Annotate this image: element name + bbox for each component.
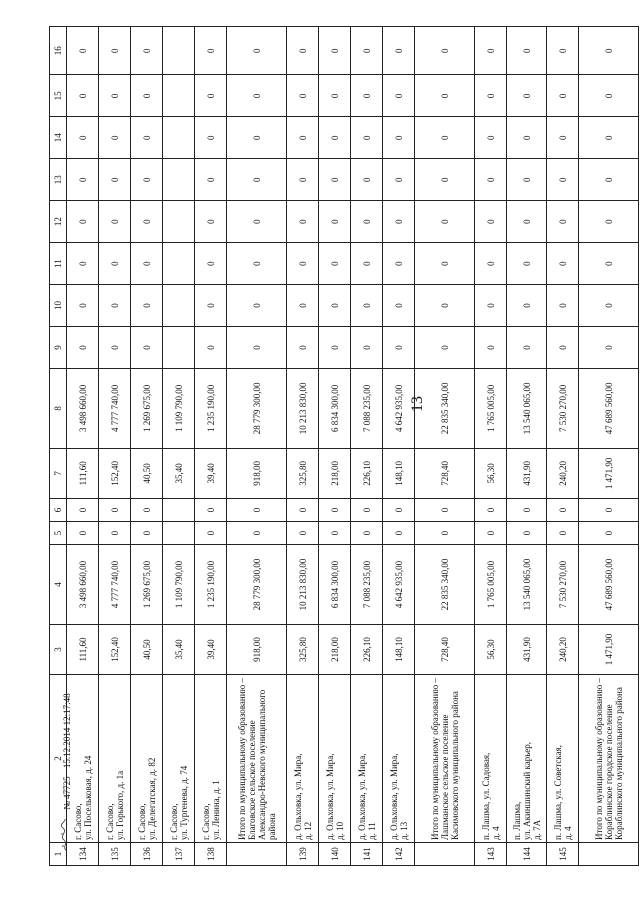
table-cell-col-11: 0	[383, 243, 415, 285]
table-cell-col-12: 0	[131, 201, 163, 243]
table-cell-col-12: 0	[351, 201, 383, 243]
footer-registration	[60, 632, 74, 852]
table-container	[49, 26, 624, 866]
table-cell-col-2: д. Ольховка, ул. Мира, д. 12	[287, 675, 319, 843]
table-cell-col-3: 918,00	[227, 624, 287, 674]
table-cell-col-6: 0	[415, 498, 475, 521]
table-cell-col-5: 0	[67, 522, 99, 545]
table-cell-col-1: 141	[351, 842, 383, 865]
table-cell-col-1: 137	[163, 842, 195, 865]
table-cell-col-2: Итого по муниципальному образованию – Кораблинское городское поселение Кораблинского муниципального района	[579, 675, 639, 843]
table-cell-col-2: Итого по муниципальному образованию – Лашманское сельское поселение Касимовского муниципального района	[415, 675, 475, 843]
table-cell-col-5: 0	[99, 522, 131, 545]
table-cell-col-2: д. Ольховка, ул. Мира, д. 10	[319, 675, 351, 843]
table-cell-col-13: 0	[131, 159, 163, 201]
doc-number: № 47725	[62, 776, 72, 810]
table-cell-col-8: 4 642 935,00	[383, 368, 415, 448]
table-cell-col-8: 1 235 190,00	[195, 368, 227, 448]
table-cell-col-16: 0	[547, 27, 579, 75]
table-cell-col-15: 0	[475, 75, 507, 117]
table-cell-col-1: 138	[195, 842, 227, 865]
table-cell-col-15: 0	[195, 75, 227, 117]
table-cell-col-12: 0	[227, 201, 287, 243]
table-cell-col-4: 28 779 300,00	[227, 545, 287, 625]
table-cell-col-13: 0	[99, 159, 131, 201]
table-cell-col-15: 0	[383, 75, 415, 117]
table-cell-col-10: 0	[227, 285, 287, 327]
table-cell-col-13: 0	[319, 159, 351, 201]
table-cell-col-11: 0	[579, 243, 639, 285]
table-cell-col-15: 0	[319, 75, 351, 117]
table-cell-col-5: 0	[475, 522, 507, 545]
table-row	[547, 27, 579, 866]
page-number: 13	[409, 396, 426, 412]
table-cell-col-4: 7 088 235,00	[351, 545, 383, 625]
table-cell-col-10	[163, 285, 195, 327]
table-cell-col-12: 0	[579, 201, 639, 243]
table-cell-col-13: 0	[383, 159, 415, 201]
table-cell-col-6: 0	[287, 498, 319, 521]
table-row	[319, 27, 351, 866]
table-cell-col-2: п. Лашма, ул. Советская, д. 4	[547, 675, 579, 843]
table-cell-col-15: 0	[99, 75, 131, 117]
table-cell-col-7: 40,50	[131, 448, 163, 498]
table-cell-col-2: п. Лашма, ул. Акиншинский карьер, д. 7А	[507, 675, 547, 843]
table-cell-col-5: 0	[415, 522, 475, 545]
table-cell-col-8: 22 835 340,00	[415, 368, 475, 448]
table-cell-col-10: 0	[319, 285, 351, 327]
table-cell-col-8: 7 088 235,00	[351, 368, 383, 448]
table-cell-col-14: 0	[131, 117, 163, 159]
column-header: 12	[50, 201, 67, 243]
table-cell-col-10: 0	[99, 285, 131, 327]
subtotal-row	[415, 27, 475, 866]
table-cell-col-10: 0	[415, 285, 475, 327]
table-cell-col-4: 4 777 740,00	[99, 545, 131, 625]
table-cell-col-14: 0	[507, 117, 547, 159]
table-cell-col-1: 139	[287, 842, 319, 865]
table-cell-col-11: 0	[475, 243, 507, 285]
table-cell-col-2: Итого по муниципальному образованию – Благовское сельское поселение Александро-Невского муниципального района	[227, 675, 287, 843]
table-cell-col-11: 0	[415, 243, 475, 285]
table-cell-col-11: 0	[351, 243, 383, 285]
table-cell-col-11: 0	[67, 243, 99, 285]
table-cell-col-4: 10 213 830,00	[287, 545, 319, 625]
table-cell-col-10: 0	[287, 285, 319, 327]
table-cell-col-13: 0	[227, 159, 287, 201]
table-cell-col-6: 0	[475, 498, 507, 521]
table-cell-col-5: 0	[319, 522, 351, 545]
table-row	[287, 27, 319, 866]
table-cell-col-6: 0	[383, 498, 415, 521]
table-cell-col-7: 728,40	[415, 448, 475, 498]
table-cell-col-15: 0	[287, 75, 319, 117]
column-header: 9	[50, 327, 67, 369]
table-cell-col-14: 0	[227, 117, 287, 159]
table-cell-col-3: 728,40	[415, 624, 475, 674]
table-cell-col-14: 0	[99, 117, 131, 159]
table-cell-col-7: 152,40	[99, 448, 131, 498]
table-cell-col-3: 226,10	[351, 624, 383, 674]
table-cell-col-4: 4 642 935,00	[383, 545, 415, 625]
table-cell-col-7: 240,20	[547, 448, 579, 498]
table-cell-col-15: 0	[507, 75, 547, 117]
subtotal-row	[227, 27, 287, 866]
table-cell-col-8: 10 213 830,00	[287, 368, 319, 448]
table-cell-col-16: 0	[99, 27, 131, 75]
table-cell-col-11: 0	[319, 243, 351, 285]
table-cell-col-3: 152,40	[99, 624, 131, 674]
table-cell-col-9: 0	[287, 327, 319, 369]
table-cell-col-12	[163, 201, 195, 243]
table-cell-col-7: 918,00	[227, 448, 287, 498]
table-cell-col-10: 0	[383, 285, 415, 327]
table-cell-col-7: 148,10	[383, 448, 415, 498]
table-cell-col-9: 0	[131, 327, 163, 369]
table-cell-col-1	[227, 842, 287, 865]
table-row	[131, 27, 163, 866]
table-cell-col-10: 0	[67, 285, 99, 327]
table-cell-col-6: 0	[351, 498, 383, 521]
table-cell-col-7: 226,10	[351, 448, 383, 498]
table-cell-col-16: 0	[507, 27, 547, 75]
table-cell-col-11: 0	[195, 243, 227, 285]
subtotal-row	[579, 27, 639, 866]
table-cell-col-7: 111,60	[67, 448, 99, 498]
table-cell-col-7: 56,30	[475, 448, 507, 498]
table-cell-col-9: 0	[383, 327, 415, 369]
table-cell-col-14: 0	[415, 117, 475, 159]
table-cell-col-15: 0	[547, 75, 579, 117]
table-cell-col-14: 0	[351, 117, 383, 159]
table-cell-col-16: 0	[227, 27, 287, 75]
table-cell-col-9: 0	[507, 327, 547, 369]
table-cell-col-12: 0	[99, 201, 131, 243]
table-cell-col-12: 0	[319, 201, 351, 243]
table-cell-col-7: 1 471,90	[579, 448, 639, 498]
table-cell-col-2: г. Сасово, ул. Делегатская, д. 82	[131, 675, 163, 843]
column-header: 7	[50, 448, 67, 498]
table-cell-col-5: 0	[579, 522, 639, 545]
table-cell-col-16: 0	[131, 27, 163, 75]
table-cell-col-8: 3 498 660,00	[67, 368, 99, 448]
table-cell-col-13: 0	[547, 159, 579, 201]
table-cell-col-16: 0	[579, 27, 639, 75]
table-cell-col-9: 0	[547, 327, 579, 369]
table-cell-col-6	[163, 498, 195, 521]
table-cell-col-9: 0	[579, 327, 639, 369]
table-cell-col-1: 145	[547, 842, 579, 865]
table-cell-col-4: 7 530 270,00	[547, 545, 579, 625]
table-cell-col-9: 0	[475, 327, 507, 369]
table-cell-col-14: 0	[319, 117, 351, 159]
table-cell-col-2: п. Лашма, ул. Садовая, д. 4	[475, 675, 507, 843]
timestamp: 15.12.2014 12:17:48	[62, 693, 72, 769]
table-cell-col-2: г. Сасово, ул. Посельковая, д. 24	[67, 675, 99, 843]
table-cell-col-3: 39,40	[195, 624, 227, 674]
table-row	[163, 27, 195, 866]
table-cell-col-1: 134	[67, 842, 99, 865]
column-header: 1	[50, 842, 67, 865]
table-cell-col-11: 0	[507, 243, 547, 285]
table-cell-col-10: 0	[195, 285, 227, 327]
table-cell-col-9: 0	[227, 327, 287, 369]
table-cell-col-15: 0	[131, 75, 163, 117]
table-cell-col-8: 47 689 560,00	[579, 368, 639, 448]
table-cell-col-14: 0	[67, 117, 99, 159]
table-cell-col-14: 0	[547, 117, 579, 159]
table-cell-col-4: 1 109 790,00	[163, 545, 195, 625]
table-cell-col-7: 35,40	[163, 448, 195, 498]
table-cell-col-16: 0	[67, 27, 99, 75]
table-cell-col-11: 0	[131, 243, 163, 285]
table-cell-col-12: 0	[287, 201, 319, 243]
table-cell-col-6: 0	[507, 498, 547, 521]
table-cell-col-3: 1 471,90	[579, 624, 639, 674]
table-cell-col-3: 40,50	[131, 624, 163, 674]
table-cell-col-8: 13 540 065,00	[507, 368, 547, 448]
table-cell-col-13: 0	[415, 159, 475, 201]
table-cell-col-14: 0	[195, 117, 227, 159]
table-cell-col-5: 0	[131, 522, 163, 545]
table-cell-col-4: 13 540 065,00	[507, 545, 547, 625]
table-cell-col-15	[163, 75, 195, 117]
column-header: 6	[50, 498, 67, 521]
table-cell-col-10: 0	[547, 285, 579, 327]
table-cell-col-6: 0	[195, 498, 227, 521]
table-cell-col-6: 0	[579, 498, 639, 521]
table-cell-col-9: 0	[415, 327, 475, 369]
table-cell-col-3: 111,60	[67, 624, 99, 674]
table-cell-col-5: 0	[227, 522, 287, 545]
table-cell-col-6: 0	[227, 498, 287, 521]
table-cell-col-1: 135	[99, 842, 131, 865]
table-cell-col-2: г. Сасово, ул. Горького, д. 1а	[99, 675, 131, 843]
table-cell-col-6: 0	[547, 498, 579, 521]
table-cell-col-2: г. Сасово, ул. Ленина, д. 1	[195, 675, 227, 843]
table-cell-col-5	[163, 522, 195, 545]
column-header: 15	[50, 75, 67, 117]
table-cell-col-9: 0	[351, 327, 383, 369]
table-row	[475, 27, 507, 866]
table-cell-col-8: 1 109 790,00	[163, 368, 195, 448]
table-cell-col-4: 6 834 300,00	[319, 545, 351, 625]
table-cell-col-7: 431,90	[507, 448, 547, 498]
column-header: 11	[50, 243, 67, 285]
table-cell-col-13: 0	[195, 159, 227, 201]
column-header: 2	[50, 675, 67, 843]
stamp-signature-icon	[62, 816, 72, 852]
table-cell-col-9	[163, 327, 195, 369]
table-cell-col-5: 0	[383, 522, 415, 545]
table-cell-col-14: 0	[475, 117, 507, 159]
table-cell-col-3: 240,20	[547, 624, 579, 674]
table-cell-col-1: 136	[131, 842, 163, 865]
table-cell-col-2: д. Ольховка, ул. Мира, д. 13	[383, 675, 415, 843]
table-cell-col-1: 142	[383, 842, 415, 865]
table-cell-col-12: 0	[195, 201, 227, 243]
column-header: 3	[50, 624, 67, 674]
table-cell-col-1: 144	[507, 842, 547, 865]
table-cell-col-9: 0	[195, 327, 227, 369]
table-cell-col-10: 0	[351, 285, 383, 327]
table-cell-col-6: 0	[67, 498, 99, 521]
table-cell-col-9: 0	[319, 327, 351, 369]
table-row	[99, 27, 131, 866]
table-cell-col-11: 0	[227, 243, 287, 285]
table-cell-col-16	[163, 27, 195, 75]
table-cell-col-14: 0	[287, 117, 319, 159]
table-body	[67, 27, 639, 866]
table-row	[351, 27, 383, 866]
table-cell-col-13: 0	[287, 159, 319, 201]
table-cell-col-2: г. Сасово, ул. Тургенева, д. 74	[163, 675, 195, 843]
table-cell-col-4: 3 498 660,00	[67, 545, 99, 625]
column-header: 10	[50, 285, 67, 327]
column-header: 4	[50, 545, 67, 625]
table-cell-col-10: 0	[507, 285, 547, 327]
table-cell-col-15: 0	[579, 75, 639, 117]
table-cell-col-8: 1 269 675,00	[131, 368, 163, 448]
table-cell-col-13: 0	[579, 159, 639, 201]
table-cell-col-10: 0	[131, 285, 163, 327]
table-cell-col-12: 0	[475, 201, 507, 243]
column-header: 8	[50, 368, 67, 448]
column-header: 5	[50, 522, 67, 545]
table-cell-col-13: 0	[67, 159, 99, 201]
table-cell-col-2: д. Ольховка, ул. Мира, д. 11	[351, 675, 383, 843]
table-cell-col-8: 4 777 740,00	[99, 368, 131, 448]
table-cell-col-3: 148,10	[383, 624, 415, 674]
table-cell-col-4: 1 765 005,00	[475, 545, 507, 625]
table-cell-col-1	[579, 842, 639, 865]
table-cell-col-12: 0	[415, 201, 475, 243]
table-cell-col-4: 22 835 340,00	[415, 545, 475, 625]
table-cell-col-13: 0	[475, 159, 507, 201]
table-cell-col-6: 0	[319, 498, 351, 521]
table-cell-col-10: 0	[475, 285, 507, 327]
table-row	[195, 27, 227, 866]
table-cell-col-16: 0	[195, 27, 227, 75]
table-cell-col-5: 0	[195, 522, 227, 545]
table-cell-col-12: 0	[383, 201, 415, 243]
table-cell-col-1	[415, 842, 475, 865]
table-cell-col-5: 0	[507, 522, 547, 545]
table-cell-col-16: 0	[415, 27, 475, 75]
table-cell-col-11: 0	[287, 243, 319, 285]
table-cell-col-7: 218,00	[319, 448, 351, 498]
table-cell-col-10: 0	[579, 285, 639, 327]
table-cell-col-16: 0	[351, 27, 383, 75]
table-cell-col-5: 0	[351, 522, 383, 545]
table-cell-col-4: 1 235 190,00	[195, 545, 227, 625]
table-cell-col-5: 0	[547, 522, 579, 545]
table-cell-col-8: 28 779 300,00	[227, 368, 287, 448]
table-cell-col-15: 0	[67, 75, 99, 117]
table-cell-col-16: 0	[475, 27, 507, 75]
table-cell-col-16: 0	[287, 27, 319, 75]
table-cell-col-1: 143	[475, 842, 507, 865]
table-cell-col-7: 325,80	[287, 448, 319, 498]
table-cell-col-13	[163, 159, 195, 201]
table-cell-col-9: 0	[99, 327, 131, 369]
table-cell-col-15: 0	[415, 75, 475, 117]
table-cell-col-14	[163, 117, 195, 159]
column-header: 16	[50, 27, 67, 75]
table-cell-col-16: 0	[319, 27, 351, 75]
table-cell-col-3: 325,80	[287, 624, 319, 674]
column-header: 14	[50, 117, 67, 159]
table-cell-col-11: 0	[547, 243, 579, 285]
table-cell-col-6: 0	[99, 498, 131, 521]
table-cell-col-15: 0	[227, 75, 287, 117]
table-row	[507, 27, 547, 866]
table-cell-col-11	[163, 243, 195, 285]
table-cell-col-5: 0	[287, 522, 319, 545]
table-cell-col-14: 0	[383, 117, 415, 159]
table-cell-col-8: 7 530 270,00	[547, 368, 579, 448]
table-row	[383, 27, 415, 866]
table-cell-col-4: 47 689 560,00	[579, 545, 639, 625]
table-cell-col-3: 56,30	[475, 624, 507, 674]
table-cell-col-8: 1 765 005,00	[475, 368, 507, 448]
column-header: 13	[50, 159, 67, 201]
table-cell-col-13: 0	[507, 159, 547, 201]
table-cell-col-9: 0	[67, 327, 99, 369]
table-cell-col-12: 0	[67, 201, 99, 243]
table-cell-col-1: 140	[319, 842, 351, 865]
table-cell-col-12: 0	[547, 201, 579, 243]
table-cell-col-16: 0	[383, 27, 415, 75]
table-cell-col-3: 431,90	[507, 624, 547, 674]
table-cell-col-8: 6 834 300,00	[319, 368, 351, 448]
table-cell-col-6: 0	[131, 498, 163, 521]
table-cell-col-3: 218,00	[319, 624, 351, 674]
table-cell-col-11: 0	[99, 243, 131, 285]
table-cell-col-12: 0	[507, 201, 547, 243]
table-cell-col-3: 35,40	[163, 624, 195, 674]
table-cell-col-7: 39,40	[195, 448, 227, 498]
data-table	[49, 26, 639, 866]
table-cell-col-4: 1 269 675,00	[131, 545, 163, 625]
table-cell-col-15: 0	[351, 75, 383, 117]
table-cell-col-13: 0	[351, 159, 383, 201]
table-cell-col-14: 0	[579, 117, 639, 159]
